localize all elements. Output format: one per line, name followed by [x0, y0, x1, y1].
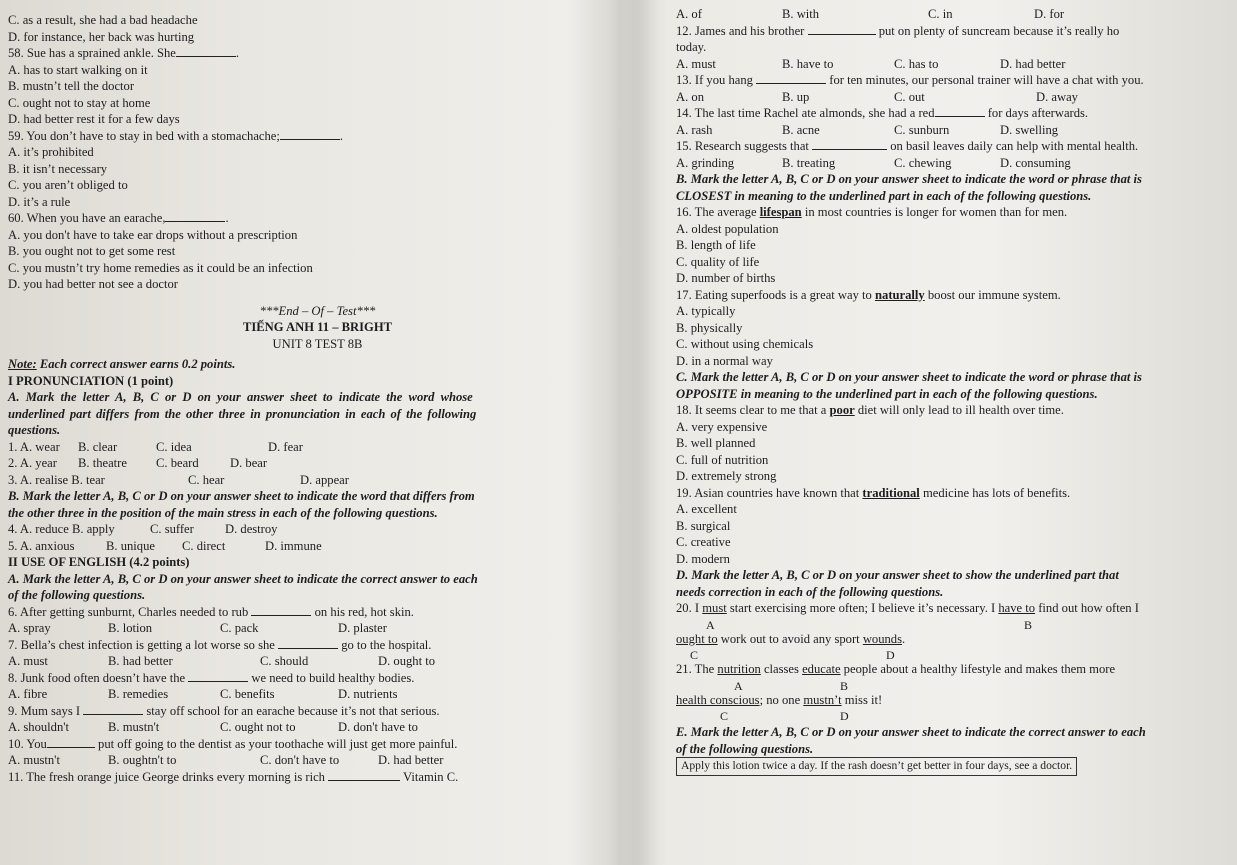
question-2: 2. A. year B. theatre C. beard D. bear [8, 456, 268, 470]
q18-option-c: C. full of nutrition [676, 452, 769, 467]
question-60: 60. When you have an earache, . [8, 211, 229, 225]
question-59: 59. You don’t have to stay in bed with a stomachache; . [8, 128, 344, 143]
q17-option-b: B. physically [676, 320, 743, 335]
question-58: 58. Sue has a sprained ankle. She . [8, 46, 240, 60]
page-subtitle: UNIT 8 TEST 8B [272, 336, 363, 351]
q57-option-d: D. for instance, her back was hurting [8, 29, 195, 44]
right-page [676, 0, 1231, 776]
answer-blank [935, 105, 985, 117]
question-11-options: A. of B. with C. in D. for [676, 7, 1065, 21]
q60-option-c: C. you mustn’t try home remedies as it could be an infection [8, 260, 313, 275]
q21-markers-row1: A B [734, 678, 849, 693]
question-10: 10. You put off going to the dentist as your toothache will just get more painful. [8, 736, 458, 751]
q58-option-a: A. has to start walking on it [8, 62, 148, 77]
q17-option-d: D. in a normal way [676, 353, 773, 368]
q20-markers-row2: C D [690, 648, 895, 662]
q17-option-c: C. without using chemicals [676, 337, 814, 351]
q59-option-a: A. it’s prohibited [8, 145, 94, 159]
question-13-options: A. on B. up C. out D. away [676, 89, 1078, 104]
question-16: 16. The average lifespan in most countries is longer for women than for men. [676, 205, 1068, 219]
question-8-options: A. fibre B. remedies C. benefits D. nutrients [8, 687, 398, 701]
question-7-options: A. must B. had better C. should D. ought to [8, 654, 436, 668]
q16-option-b: B. length of life [676, 238, 756, 252]
notice-box: Apply this lotion twice a day. If the rash doesn’t get better in four days, see a doctor. [676, 757, 1231, 776]
question-15: 15. Research suggests that on basil leaves daily can help with mental health. [676, 139, 1139, 153]
answer-blank [47, 736, 95, 748]
answer-blank [188, 670, 248, 682]
question-3: 3. A. realise B. tear C. hear D. appear [8, 472, 349, 487]
section-2a-instruction-1: A. Mark the letter A, B, C or D on your answer sheet to indicate the correct answer to each [8, 571, 478, 586]
answer-blank [278, 637, 338, 649]
section-d-error-instruction-2: needs correction in each of the following questions. [676, 584, 944, 599]
scoring-note: Note: Each correct answer earns 0.2 points. [8, 357, 236, 371]
q18-option-d: D. extremely strong [676, 469, 777, 483]
question-12: 12. James and his brother put on plenty of suncream because it’s really ho [676, 23, 1120, 38]
section-b-synonym-instruction-1: B. Mark the letter A, B, C or D on your answer sheet to indicate the word or phrase that is [676, 172, 1142, 186]
q58-option-c: C. ought not to stay at home [8, 95, 151, 110]
page-title: TIẾNG ANH 11 – BRIGHT [242, 320, 393, 334]
answer-blank [176, 45, 236, 57]
answer-blank [756, 72, 826, 84]
q58-option-b: B. mustn’t tell the doctor [8, 79, 135, 93]
question-8: 8. Junk food often doesn’t have the we need to build healthy bodies. [8, 670, 415, 685]
q59-option-c: C. you aren’t obliged to [8, 178, 128, 192]
page-fold-shadow [610, 0, 660, 865]
section-c-antonym-instruction-1: C. Mark the letter A, B, C or D on your answer sheet to indicate the word or phrase that is [676, 370, 1142, 384]
question-9: 9. Mum says I stay off school for an earache because it’s not that serious. [8, 703, 440, 718]
answer-blank [808, 23, 876, 35]
q60-option-a: A. you don't have to take ear drops without a prescription [8, 227, 298, 242]
question-1: 1. A. wear B. clear C. idea D. fear [8, 439, 303, 454]
section-e-instruction-1: E. Mark the letter A, B, C or D on your answer sheet to indicate the correct answer to each [676, 725, 1146, 739]
question-13: 13. If you hang for ten minutes, our personal trainer will have a chat with you. [676, 73, 1144, 87]
question-6: 6. After getting sunburnt, Charles needed to rub on his red, hot skin. [8, 604, 414, 619]
q59-option-d: D. it’s a rule [8, 194, 71, 209]
answer-blank [251, 604, 311, 616]
question-17: 17. Eating superfoods is a great way to naturally boost our immune system. [676, 287, 1061, 302]
question-15-options: A. grinding B. treating C. chewing D. consuming [676, 155, 1071, 170]
question-20-continued: ought to work out to avoid any sport wounds. [676, 631, 906, 646]
answer-blank [83, 703, 143, 715]
left-page [8, 0, 605, 785]
q18-option-a: A. very expensive [676, 419, 768, 434]
question-21: 21. The nutrition classes educate people about a healthy lifestyle and makes them more [676, 662, 1116, 676]
question-20: 20. I must start exercising more often; I believe it’s necessary. I have to find out how often I [676, 601, 1139, 615]
section-e-instruction-2: of the following questions. [676, 741, 814, 756]
question-12-continued: today. [676, 40, 707, 54]
answer-blank [165, 210, 225, 222]
question-12-options: A. must B. have to C. has to D. had better [676, 56, 1066, 71]
q20-markers-row1: A B [706, 617, 1033, 632]
q16-option-c: C. quality of life [676, 254, 760, 269]
q17-option-a: A. typically [676, 304, 736, 318]
section-pronunciation: I PRONUNCIATION (1 point) [8, 373, 174, 388]
section-a-instruction-1: A. Mark the letter A, B, C or D on your answer sheet to indicate the word whose [8, 390, 473, 404]
section-2a-instruction-2: of the following questions. [8, 588, 146, 602]
question-19: 19. Asian countries have known that traditional medicine has lots of benefits. [676, 485, 1071, 500]
q57-option-c: C. as a result, she had a bad headache [8, 13, 198, 27]
section-b-instruction-1: B. Mark the letter A, B, C or D on your answer sheet to indicate the word that differs from [8, 489, 475, 503]
q19-option-c: C. creative [676, 535, 731, 549]
question-5: 5. A. anxious B. unique C. direct D. immune [8, 538, 322, 553]
end-of-test: ***End – Of – Test*** [259, 303, 376, 318]
answer-blank [812, 138, 887, 150]
section-d-error-instruction-1: D. Mark the letter A, B, C or D on your answer sheet to show the underlined part that [676, 568, 1119, 582]
section-use-of-english: II USE OF ENGLISH (4.2 points) [8, 555, 190, 569]
section-a-instruction-2: underlined part differs from the other three in pronunciation in each of the following [8, 406, 477, 421]
question-21-continued: health conscious; no one mustn’t miss it! [676, 692, 883, 707]
q16-option-d: D. number of births [676, 271, 776, 285]
q58-option-d: D. had better rest it for a few days [8, 112, 180, 126]
q19-option-a: A. excellent [676, 502, 737, 516]
question-7: 7. Bella’s chest infection is getting a lot worse so she go to the hospital. [8, 637, 432, 652]
question-4: 4. A. reduce B. apply C. suffer D. destroy [8, 522, 278, 536]
q60-option-d: D. you had better not see a doctor [8, 277, 178, 291]
question-18: 18. It seems clear to me that a poor diet will only lead to ill health over time. [676, 403, 1064, 417]
q19-option-d: D. modern [676, 551, 730, 566]
question-14-options: A. rash B. acne C. sunburn D. swelling [676, 122, 1059, 137]
answer-blank [280, 128, 340, 140]
q59-option-b: B. it isn’t necessary [8, 161, 108, 176]
question-6-options: A. spray B. lotion C. pack D. plaster [8, 621, 387, 635]
q18-option-b: B. well planned [676, 436, 756, 450]
question-10-options: A. mustn't B. oughtn't to C. don't have to D. had better [8, 753, 444, 767]
q21-markers-row2: C D [720, 709, 849, 723]
question-11: 11. The fresh orange juice George drinks every morning is rich Vitamin C. [8, 769, 459, 784]
question-9-options: A. shouldn't B. mustn't C. ought not to D. don't have to [8, 720, 418, 734]
q19-option-b: B. surgical [676, 518, 731, 533]
section-b-instruction-2: the other three in the position of the main stress in each of the following questions. [8, 505, 438, 520]
section-a-instruction-3: questions. [8, 423, 61, 437]
question-14: 14. The last time Rachel ate almonds, she had a red for days afterwards. [676, 106, 1089, 120]
answer-blank [328, 769, 400, 781]
q16-option-a: A. oldest population [676, 221, 779, 236]
section-c-antonym-instruction-2: OPPOSITE in meaning to the underlined part in each of the following questions. [676, 386, 1098, 401]
section-b-synonym-instruction-2: CLOSEST in meaning to the underlined part in each of the following questions. [676, 188, 1092, 203]
q60-option-b: B. you ought not to get some rest [8, 244, 176, 258]
